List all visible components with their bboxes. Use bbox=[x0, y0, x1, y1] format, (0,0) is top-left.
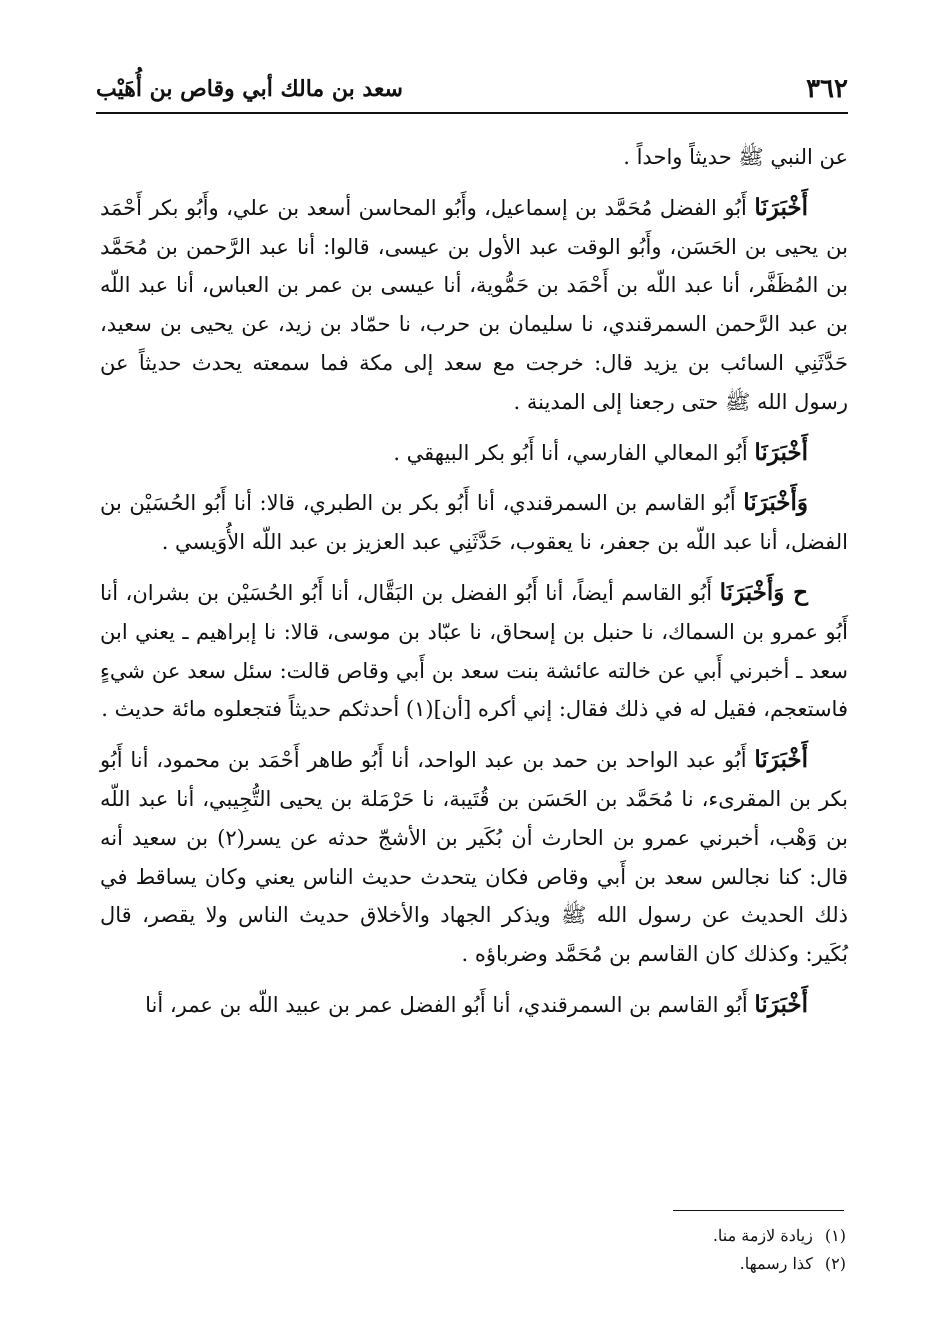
paragraph-text: أَبُو عبد الواحد بن حمد بن عبد الواحد، أنا أَبُو طاهر أَحْمَد بن محمود، أنا أَبُو بكر بن المقرىء، نا مُحَمَّد بن الحَسَن بن قُتَيبة، نا حَرْمَلة بن يحيى التُّجِيبي، أنا عبد اللّه بن وَهْب، أخبرني عمرو بن الحارث أن بُكَير بن الأشجّ حدثه عن يسر(٢) بن سعيد أنه قال: كنا نجالس سعد بن أَبي وقاص فكان يتحدث حديث الناس يعني وكان يساقط في ذلك الحديث عن رسول الله ﷺ ويذكر الجهاد والأخلاق حديث الناس ولا يقصر، قال بُكَير: وكذلك كان القاسم بن مُحَمَّد وضرباؤه . bbox=[100, 748, 848, 967]
paragraph-text: أَبُو الفضل مُحَمَّد بن إسماعيل، وأَبُو المحاسن أسعد بن علي، وأَبُو بكر أَحْمَد بن يحيى بن الحَسَن، وأَبُو الوقت عبد الأول بن عيسى، قالوا: أنا عبد الرَّحمن بن مُحَمَّد بن المُظَفَّر، أنا عبد اللّه بن أَحْمَد بن حَمُّوية، أنا عيسى بن عمر بن العباس، أنا عبد اللّه بن عبد الرَّحمن السمرقندي، نا سليمان بن حرب، نا حمّاد بن زيد، عن يحيى بن سعيد، حَدَّثَنِي السائب بن يزيد قال: خرجت مع سعد إلى مكة فما سمعته يحدث حديثاً عن رسول الله ﷺ حتى رجعنا إلى المدينة . bbox=[100, 195, 848, 414]
footnote-text: زيادة لازمة منا. bbox=[712, 1226, 813, 1245]
paragraph-text: أَبُو المعالي الفارسي، أنا أَبُو بكر البيهقي . bbox=[393, 440, 755, 465]
paragraph bbox=[100, 189, 848, 422]
paragraph bbox=[100, 574, 848, 729]
paragraph-text: أَبُو القاسم بن السمرقندي، أنا أَبُو بكر بن الطبري، قالا: أنا أَبُو الحُسَيْن بن الفضل، أنا عبد اللّه بن جعفر، نا يعقوب، حَدَّثَنِي عبد العزيز بن عبد اللّه الأُوَيسي . bbox=[100, 491, 848, 555]
paragraph-text: أَبُو القاسم بن السمرقندي، أنا أَبُو الفضل عمر بن عبيد اللّه بن عمر، أنا bbox=[145, 992, 755, 1017]
paragraph-lead: ح وَأَخْبَرَنَا bbox=[719, 578, 809, 606]
footnote-text: كذا رسمها. bbox=[739, 1254, 813, 1273]
page-number: ٣٦٢ bbox=[806, 74, 848, 104]
paragraph-lead: أَخْبَرَنَا bbox=[754, 438, 808, 466]
paragraph bbox=[100, 138, 848, 177]
paragraph-text: عن النبي ﷺ حديثاً واحداً . bbox=[623, 145, 848, 169]
paragraph bbox=[100, 986, 848, 1025]
paragraph-text: أَبُو القاسم أيضاً، أنا أَبُو الفضل بن البَقَّال، أنا أَبُو الحُسَيْن بن بشران، أنا أَبُو عمرو بن السماك، نا حنبل بن إسحاق، نا عبّاد بن موسى، قالا: نا إبراهيم ـ يعني ابن سعد ـ أخبرني أَبي عن خالته عائشة بنت سعد بن أَبي وقاص قالت: سئل سعد عن شيءٍ فاستعجم، فقيل له في ذلك فقال: إني أكره [أن](١) أحدثكم حديثاً فتجعلوه مائة حديث . bbox=[100, 580, 848, 722]
footnote-number: (١) bbox=[824, 1226, 846, 1245]
footnote bbox=[400, 1250, 846, 1278]
header-rule bbox=[96, 112, 848, 114]
running-title: سعد بن مالك أبي وقاص بن أُهَيْب bbox=[96, 76, 403, 102]
footnote bbox=[400, 1222, 846, 1250]
paragraph bbox=[100, 434, 848, 473]
main-text bbox=[100, 138, 848, 1037]
footnote-rule bbox=[673, 1210, 844, 1211]
paragraph-lead: وَأَخْبَرَنَا bbox=[743, 489, 808, 517]
paragraph-lead: أَخْبَرَنَا bbox=[754, 990, 808, 1018]
footnotes bbox=[400, 1222, 846, 1278]
paragraph-lead: أَخْبَرَنَا bbox=[754, 193, 808, 221]
footnote-number: (٢) bbox=[824, 1254, 846, 1273]
paragraph bbox=[100, 484, 848, 562]
paragraph-lead: أَخْبَرَنَا bbox=[754, 746, 808, 774]
paragraph bbox=[100, 741, 848, 974]
page-header bbox=[96, 70, 848, 110]
